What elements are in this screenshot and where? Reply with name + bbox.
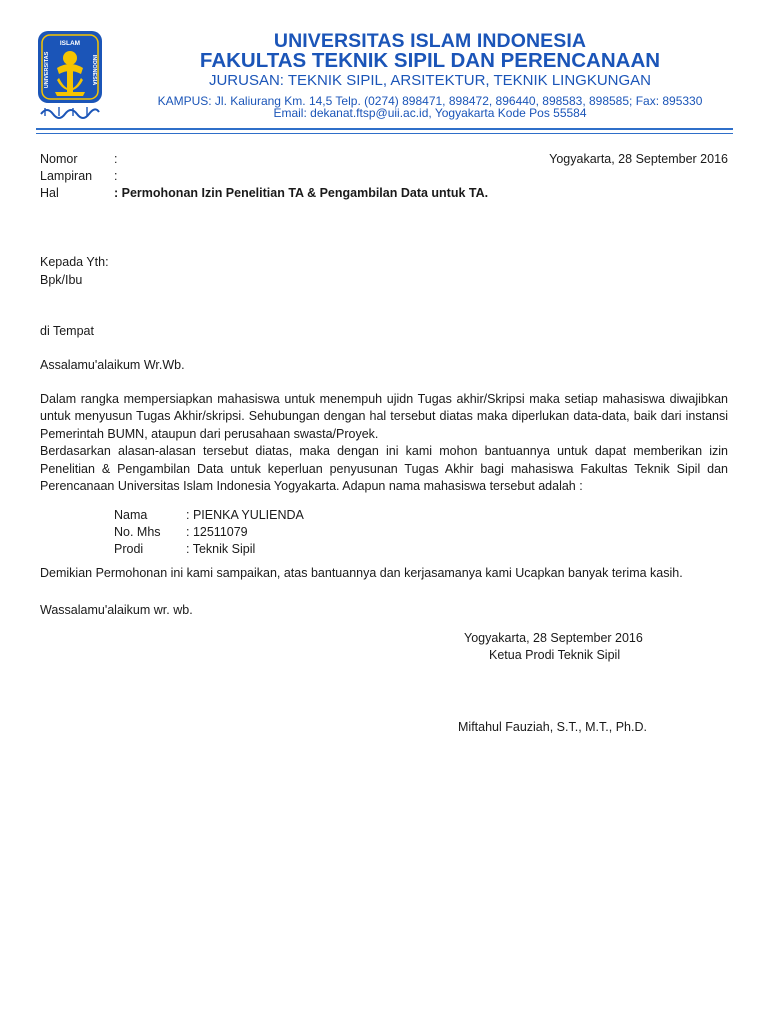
header-rule-thin [36,133,733,134]
body-paragraphs [40,391,728,495]
student-number-value: : 12511079 [186,525,248,539]
contact-email: Email: dekanat.ftsp@uii.ac.id, Yogyakarta Kode Pos 55584 [273,106,587,120]
hal-value: : Permohonan Izin Penelitian TA & Pengambilan Data untuk TA. [114,186,489,200]
paragraph-2: Berdasarkan alasan-alasan tersebut diatas, maka dengan ini kami mohon bantuannya untuk dapat memberikan izin Penelitian & Pengambilan Data untuk keperluan penyusunan Tugas Akhir bagi mahasiswa Fakultas Teknik Sipil dan Perencanaan Universitas Islam Indonesia Yogyakarta. Adapun nama mahasiswa tersebut adalah : [40,444,728,494]
departments: JURUSAN: TEKNIK SIPIL, ARSITEKTUR, TEKNIK LINGKUNGAN [208,72,652,89]
student-name-label: Nama [114,508,148,522]
signature-date: Yogyakarta, 28 September 2016 [464,631,643,645]
signatory-name: Miftahul Fauziah, S.T., M.T., Ph.D. [458,720,647,734]
greeting: Assalamu'alaikum Wr.Wb. [40,358,185,372]
recipient-name: Bpk/Ibu [40,273,83,287]
svg-text:ISLAM: ISLAM [59,40,81,47]
lampiran-label: Lampiran [40,169,93,183]
nomor-colon: : [114,152,118,166]
university-name: UNIVERSITAS ISLAM INDONESIA [273,30,587,52]
lampiran-colon: : [114,169,118,183]
farewell: Wassalamu'alaikum wr. wb. [40,603,193,617]
university-logo [37,30,103,122]
svg-text:UNIVERSITAS: UNIVERSITAS [44,51,50,89]
recipient-place: di Tempat [40,324,94,338]
student-prodi-value: : Teknik Sipil [186,542,256,556]
letter-date: Yogyakarta, 28 September 2016 [549,152,728,166]
recipient-kepada: Kepada Yth: [40,255,109,269]
paragraph-1: Dalam rangka mempersiapkan mahasiswa untuk menempuh ujidn Tugas akhir/Skripsi maka setiap mahasiswa diwajibkan untuk menyusun Tugas Akhir/skripsi. Sehubungan dengan hal tersebut diatas maka diperlukan data-data, baik dari instansi Pemerintah BUMN, ataupun dari perusahaan swasta/Proyek. [40,392,728,441]
svg-text:INDONESIA: INDONESIA [91,54,97,86]
hal-label: Hal [40,186,59,200]
student-number-label: No. Mhs [114,525,161,539]
student-prodi-label: Prodi [114,542,144,556]
signature-title: Ketua Prodi Teknik Sipil [489,648,621,662]
student-name-value: : PIENKA YULIENDA [186,508,304,522]
nomor-label: Nomor [40,152,78,166]
campus-address: KAMPUS: Jl. Kaliurang Km. 14,5 Telp. (0274) 898471, 898472, 896440, 898583, 898585; Fax: 895330 [157,94,703,108]
closing-sentence: Demikian Permohonan ini kami sampaikan, atas bantuannya dan kerjasamanya kami Ucapkan banyak terima kasih. [40,566,683,580]
faculty-name: FAKULTAS TEKNIK SIPIL DAN PERENCANAAN [199,49,661,72]
header-rule-thick [36,128,733,130]
